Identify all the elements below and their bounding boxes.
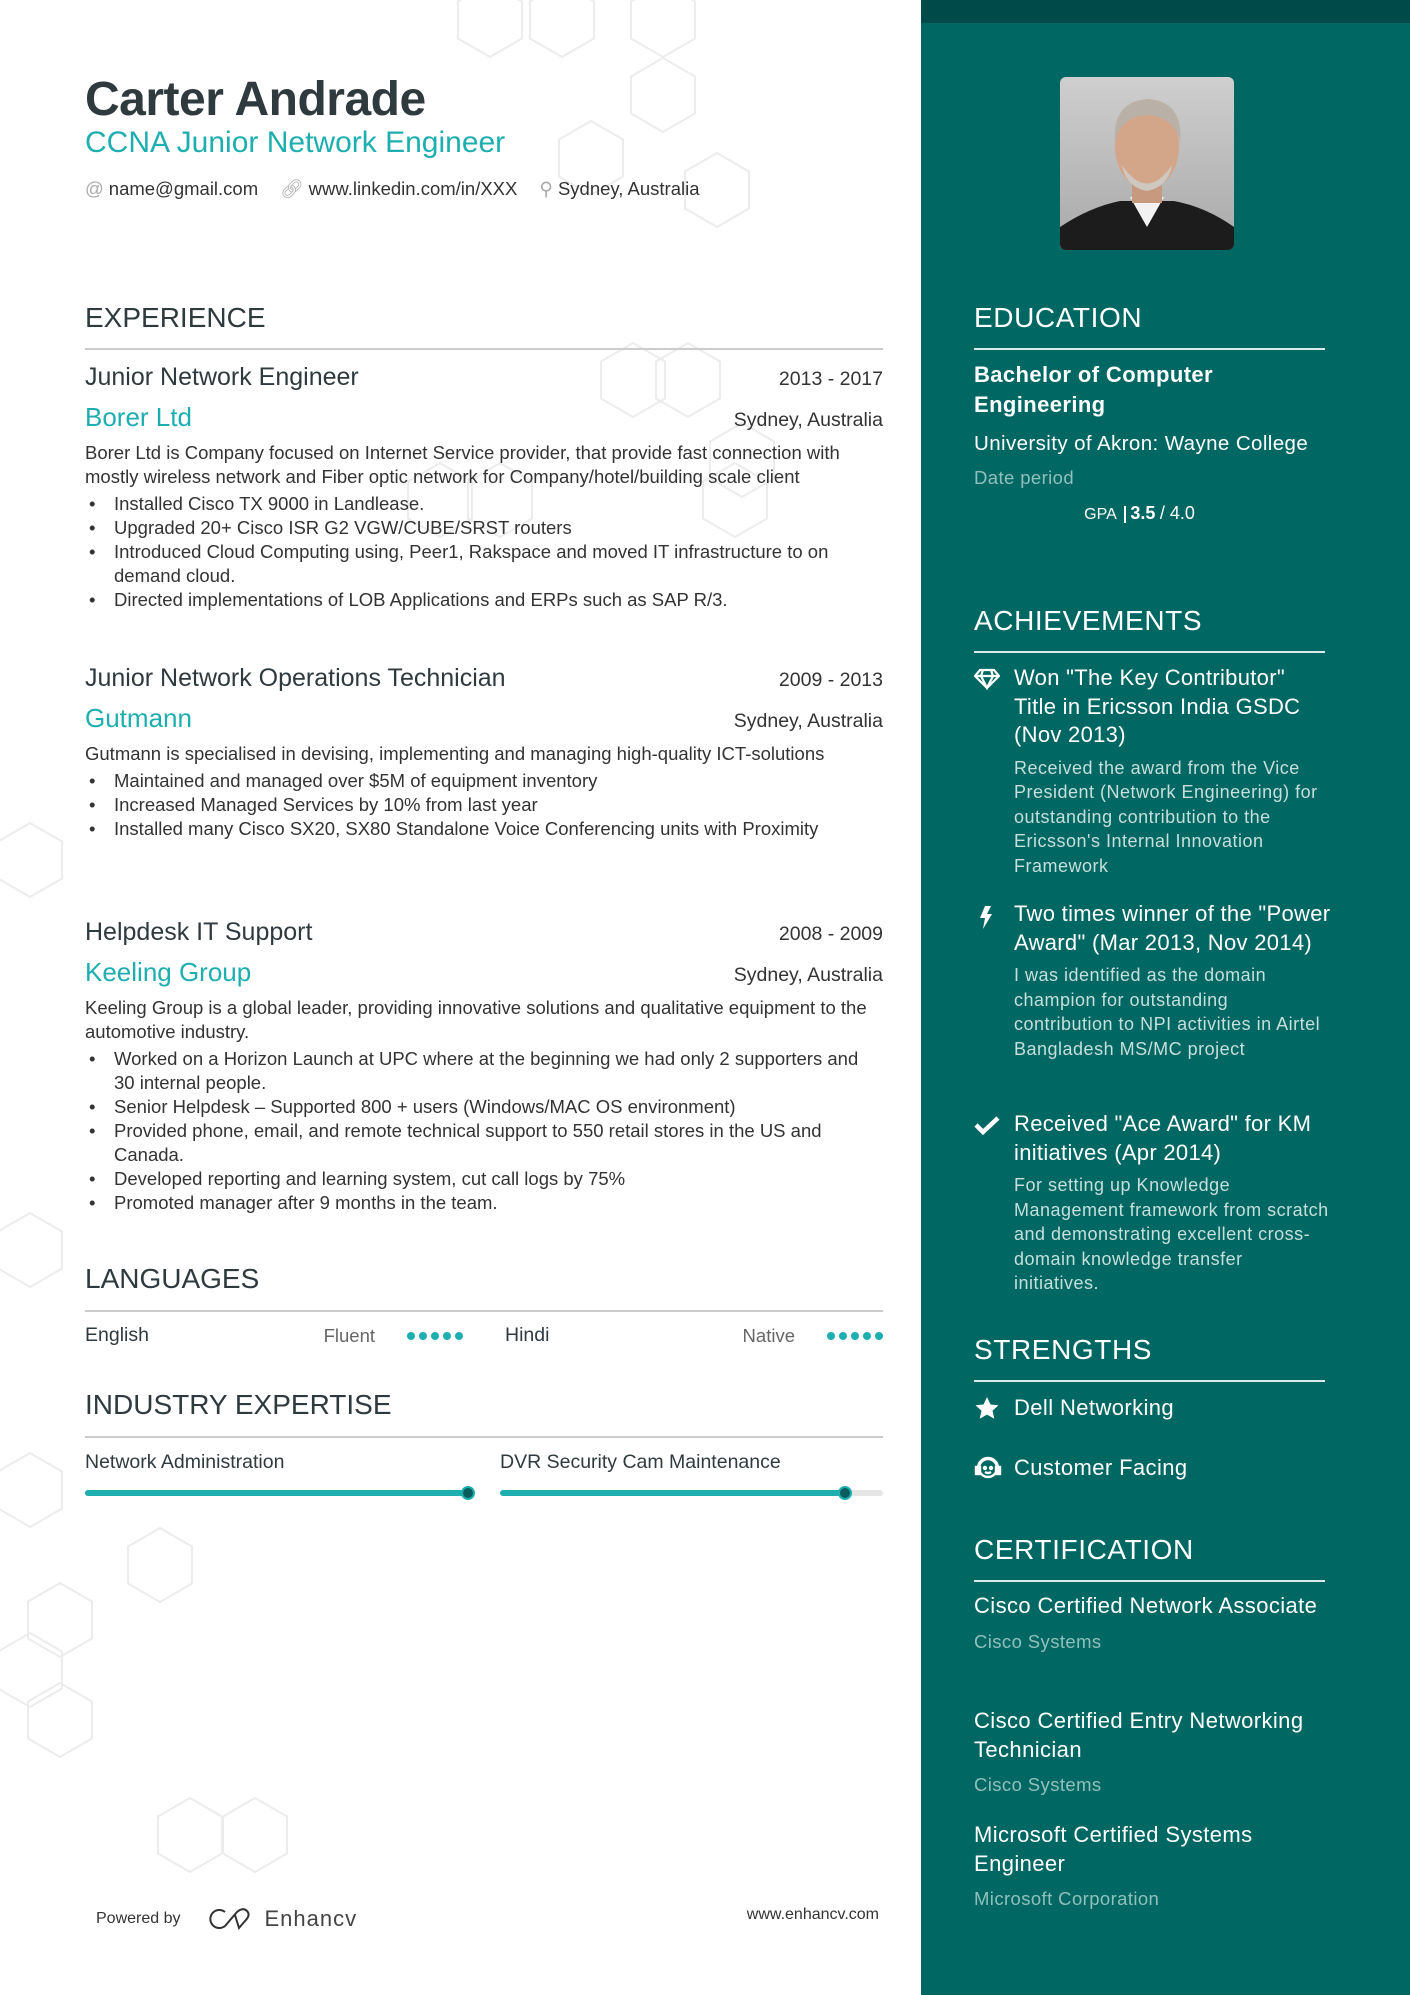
job-location: Sydney, Australia	[733, 710, 883, 732]
section-heading: STRENGTHS	[974, 1334, 1153, 1365]
profile-photo	[1060, 77, 1234, 250]
section-heading: ACHIEVEMENTS	[974, 605, 1203, 636]
check-icon	[974, 1110, 1014, 1296]
job-description: Gutmann is specialised in devising, implementing and managing high-quality ICT-solutions	[85, 743, 825, 764]
hexagon-decoration	[0, 823, 62, 897]
job-description: Borer Ltd is Company focused on Internet Service provider, that provide fast connection with mostly wireless network and Fiber optic network for Company/hotel/building scale client	[85, 442, 840, 487]
expertise-item	[85, 1449, 468, 1496]
strength-label: Customer Facing	[1014, 1455, 1188, 1480]
language-level-dots	[827, 1332, 883, 1340]
achievement-item	[974, 1110, 1344, 1296]
expertise-name: Network Administration	[85, 1451, 285, 1473]
company-name[interactable]: Borer Ltd	[85, 402, 192, 432]
expertise-item	[500, 1449, 883, 1496]
star-icon	[974, 1396, 1014, 1420]
education-date: Date period	[974, 467, 1075, 488]
job-header	[85, 357, 883, 397]
divider	[974, 1580, 1325, 1582]
section-heading: CERTIFICATION	[974, 1534, 1194, 1565]
hexagon-decoration	[458, 0, 522, 57]
job-bullets	[85, 1047, 883, 1215]
experience-section	[85, 302, 883, 350]
achievement-title: Received "Ace Award" for KM initiatives (Apr 2014)	[1014, 1111, 1312, 1165]
job-dates: 2013 - 2017	[778, 368, 883, 390]
map-pin-icon: ⚲	[539, 178, 553, 199]
divider	[85, 348, 883, 350]
certification-issuer: Cisco Systems	[974, 1630, 1102, 1652]
bolt-icon	[974, 900, 1014, 1061]
expertise-name: DVR Security Cam Maintenance	[500, 1451, 781, 1473]
person-portrait-icon	[1060, 77, 1234, 250]
divider	[974, 1380, 1325, 1382]
job-company-row	[85, 952, 883, 992]
level-dot	[443, 1332, 451, 1340]
bullet-item: • Increased Managed Services by 10% from last year	[85, 793, 883, 817]
section-heading: INDUSTRY EXPERTISE	[85, 1389, 392, 1420]
language-name: Hindi	[505, 1324, 550, 1346]
achievement-description: For setting up Knowledge Management framework from scratch and demonstrating excellent cross-domain knowledge transfer initiatives.	[1014, 1175, 1329, 1293]
strengths-section	[974, 1334, 1325, 1382]
email-contact[interactable]	[85, 178, 258, 200]
divider	[85, 1310, 883, 1312]
expertise-level-fill	[85, 1490, 468, 1496]
location-contact	[539, 178, 699, 200]
sidebar-top-band	[921, 0, 1410, 23]
email-text: name@gmail.com	[108, 178, 259, 199]
section-heading: EXPERIENCE	[85, 302, 266, 333]
achievement-item	[974, 664, 1344, 878]
expertise-level-fill	[500, 1490, 845, 1496]
level-dot	[863, 1332, 871, 1340]
hexagon-decoration	[0, 1453, 62, 1527]
level-dot	[455, 1332, 463, 1340]
bullet-item: • Worked on a Horizon Launch at UPC where at the beginning we had only 2 supporters and 30 internal people.	[85, 1047, 883, 1095]
bullet-item: • Senior Helpdesk – Supported 800 + users (Windows/MAC OS environment)	[85, 1095, 883, 1119]
achievement-description: Received the award from the Vice President (Network Engineering) for outstanding contribution to the Ericsson's Internal Innovation Framework	[1014, 757, 1318, 876]
certification-section	[974, 1534, 1325, 1582]
divider	[974, 348, 1325, 350]
section-heading: LANGUAGES	[85, 1263, 260, 1294]
job-location: Sydney, Australia	[733, 409, 883, 431]
expertise-level-bar	[500, 1490, 883, 1496]
enhancv-logo[interactable]	[207, 1906, 358, 1932]
gpa-label: GPA	[1084, 506, 1116, 523]
divider	[85, 1436, 883, 1438]
job-entry	[85, 357, 883, 612]
linkedin-text: www.linkedin.com/in/XXX	[308, 178, 518, 199]
language-item	[505, 1324, 883, 1347]
section-heading: EDUCATION	[974, 302, 1143, 333]
school: University of Akron: Wayne College	[974, 432, 1309, 455]
achievement-item	[974, 900, 1344, 1061]
bullet-item: • Promoted manager after 9 months in the team.	[85, 1191, 883, 1215]
language-level-dots	[407, 1332, 463, 1340]
location-text: Sydney, Australia	[557, 178, 700, 199]
bullet-item: • Directed implementations of LOB Applications and ERPs such as SAP R/3.	[85, 588, 883, 612]
certification-name: Cisco Certified Network Associate	[974, 1593, 1318, 1618]
divider	[974, 651, 1325, 653]
level-dot	[839, 1332, 847, 1340]
hexagon-decoration	[28, 1583, 92, 1657]
strength-label: Dell Networking	[1014, 1395, 1175, 1420]
degree: Bachelor of Computer Engineering	[974, 362, 1214, 417]
level-dot	[407, 1332, 415, 1340]
level-dot	[431, 1332, 439, 1340]
achievement-body	[1014, 900, 1332, 1061]
level-dot	[875, 1332, 883, 1340]
hexagon-decoration	[158, 1798, 222, 1872]
job-location: Sydney, Australia	[733, 964, 883, 986]
certification-issuer: Microsoft Corporation	[974, 1888, 1160, 1909]
bullet-item: • Upgraded 20+ Cisco ISR G2 VGW/CUBE/SRST routers	[85, 516, 883, 540]
achievement-title: Won "The Key Contributor" Title in Ericsson India GSDC (Nov 2013)	[1014, 665, 1301, 747]
expertise-section	[85, 1389, 883, 1496]
bullet-item: • Maintained and managed over $5M of equipment inventory	[85, 769, 883, 793]
job-entry	[85, 658, 883, 841]
enhancv-logo-icon	[207, 1907, 255, 1931]
bullet-item: • Installed many Cisco SX20, SX80 Standalone Voice Conferencing units with Proximity	[85, 817, 883, 841]
expertise-level-knob	[461, 1486, 475, 1500]
powered-by-label: Powered by	[96, 1910, 181, 1927]
bullet-item: • Installed Cisco TX 9000 in Landlease.	[85, 492, 883, 516]
strength-item	[974, 1455, 1188, 1481]
language-level: Fluent	[323, 1324, 375, 1346]
headset-icon	[974, 1455, 1014, 1481]
contact-info	[85, 178, 883, 200]
strength-item	[974, 1395, 1174, 1421]
language-item	[85, 1324, 463, 1347]
achievements-section	[974, 605, 1325, 653]
hexagon-decoration	[223, 1798, 287, 1872]
gpa-value: 3.5	[1130, 503, 1156, 523]
level-dot	[419, 1332, 427, 1340]
linkedin-contact[interactable]	[280, 178, 517, 200]
languages-section	[85, 1263, 883, 1347]
job-company-row	[85, 698, 883, 738]
sidebar	[921, 0, 1410, 1995]
job-company-row	[85, 397, 883, 437]
bullet-item: • Provided phone, email, and remote technical support to 550 retail stores in the US and Canada.	[85, 1119, 883, 1167]
job-entry	[85, 912, 883, 1215]
bullet-item: • Developed reporting and learning system, cut call logs by 75%	[85, 1167, 883, 1191]
level-dot	[827, 1332, 835, 1340]
hexagon-decoration	[128, 1528, 192, 1602]
certification-item	[974, 1707, 1325, 1796]
hexagon-decoration	[0, 1633, 62, 1707]
job-dates: 2009 - 2013	[778, 669, 883, 691]
enhancv-brand-text: Enhancv	[264, 1906, 358, 1931]
job-title: Junior Network Operations Technician	[85, 664, 506, 692]
hexagon-decoration	[28, 1683, 92, 1757]
job-dates: 2008 - 2009	[778, 923, 883, 945]
gpa	[954, 503, 1325, 524]
job-bullets	[85, 769, 883, 841]
hexagon-decoration	[631, 0, 695, 57]
at-icon: @	[85, 178, 104, 199]
hexagon-decoration	[530, 0, 594, 57]
bullet-item: • Introduced Cloud Computing using, Peer1, Rakspace and moved IT infrastructure to on demand cloud.	[85, 540, 883, 588]
candidate-name: Carter Andrade	[85, 73, 426, 126]
company-name[interactable]: Keeling Group	[85, 957, 252, 987]
footer-url[interactable]: www.enhancv.com	[746, 1906, 879, 1923]
certification-issuer: Cisco Systems	[974, 1774, 1102, 1795]
link-icon: 🔗︎	[280, 178, 304, 199]
language-name: English	[85, 1324, 149, 1346]
hexagon-decoration	[0, 1213, 62, 1287]
certification-item	[974, 1592, 1325, 1653]
certification-item	[974, 1821, 1325, 1910]
candidate-title: CCNA Junior Network Engineer	[85, 126, 506, 159]
achievement-body	[1014, 1110, 1332, 1296]
job-header	[85, 912, 883, 952]
job-header	[85, 658, 883, 698]
job-description: Keeling Group is a global leader, providing innovative solutions and qualitative equipment to the automotive industry.	[85, 997, 867, 1042]
company-name[interactable]: Gutmann	[85, 703, 192, 733]
education-section	[974, 302, 1325, 524]
diamond-icon	[974, 664, 1014, 878]
language-level: Native	[742, 1324, 795, 1346]
certification-name: Cisco Certified Entry Networking Technician	[974, 1708, 1304, 1762]
job-bullets	[85, 492, 883, 612]
job-title: Junior Network Engineer	[85, 363, 359, 391]
job-title: Helpdesk IT Support	[85, 918, 313, 946]
achievement-title: Two times winner of the "Power Award" (Mar 2013, Nov 2014)	[1014, 901, 1331, 955]
expertise-level-knob	[838, 1486, 852, 1500]
achievement-body	[1014, 664, 1332, 878]
gpa-max: / 4.0	[1159, 503, 1195, 523]
level-dot	[851, 1332, 859, 1340]
achievement-description: I was identified as the domain champion for outstanding contribution to NPI activities in Airtel Bangladesh MS/MC project	[1014, 965, 1321, 1059]
footer-branding	[96, 1906, 357, 1932]
expertise-level-bar	[85, 1490, 468, 1496]
certification-name: Microsoft Certified Systems Engineer	[974, 1822, 1253, 1876]
